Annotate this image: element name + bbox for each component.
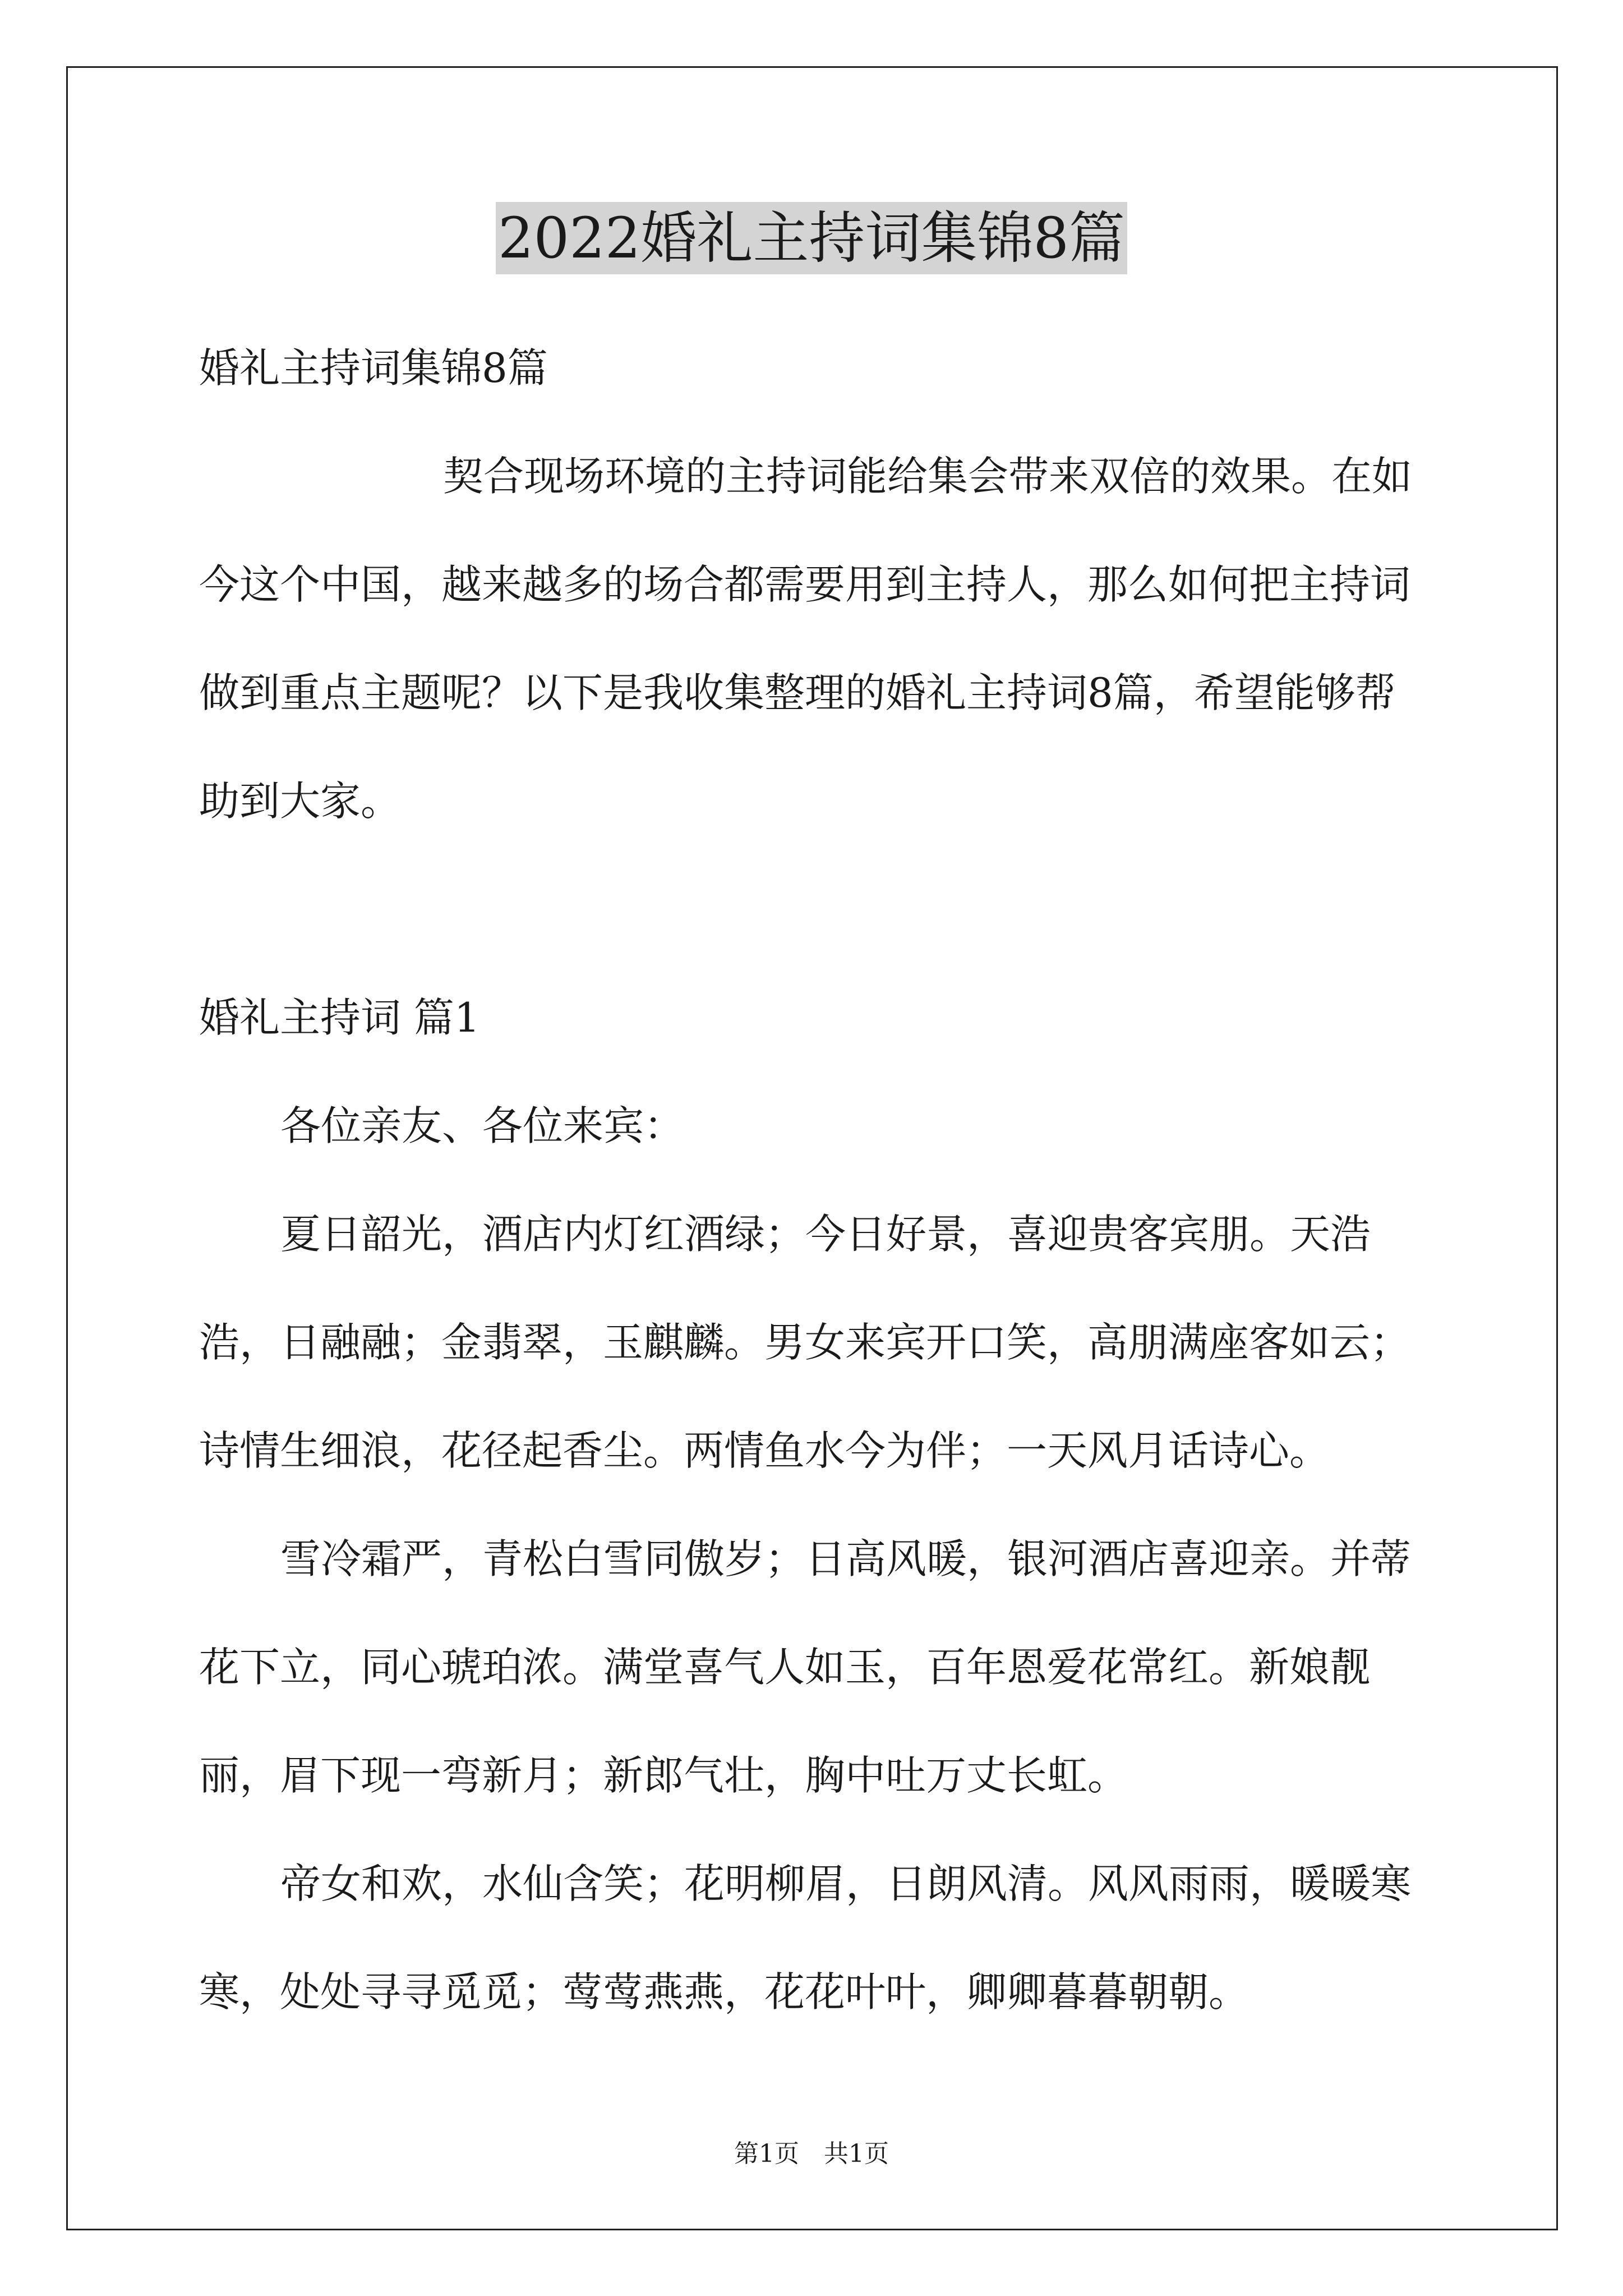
section-heading: 婚礼主持词 篇1 [199,994,480,1041]
body-paragraph: 雪冷霜严，青松白雪同傲岁；日高风暖，银河酒店喜迎亲。并蒂花下立，同心琥珀浓。满堂喜气人如玉，百年恩爱花常红。新娘靓丽，眉下现一弯新月；新郎气壮，胸中吐万丈长虹。 [199,1535,1412,1799]
body-paragraph: 夏日韶光，酒店内灯红酒绿；今日好景，喜迎贵客宾朋。天浩浩，日融融；金翡翠，玉麒麟。男女来宾开口笑，高朋满座客如云；诗情生细浪，花径起香尘。两情鱼水今为伴；一天风月话诗心。 [199,1211,1411,1474]
document-title-text: 2022婚礼主持词集锦8篇 [496,202,1127,274]
body-paragraph: 帝女和欢，水仙含笑；花明柳眉，日朗风清。风风雨雨，暖暖寒寒，处处寻寻觅觅；莺莺燕燕，花花叶叶，卿卿暮暮朝朝。 [199,1860,1412,2016]
document-title [0,199,1623,278]
paragraph-gap [199,855,1433,964]
body-paragraph: 各位亲友、各位来宾： [280,1102,685,1149]
intro-paragraph: 契合现场环境的主持词能给集会带来双倍的效果。在如今这个中国，越来越多的场合都需要用到主持人，那么如何把主持词做到重点主题呢？以下是我收集整理的婚礼主持词8篇，希望能够帮助到大家。 [199,453,1413,825]
document-body [199,314,1433,2046]
document-subtitle: 婚礼主持词集锦8篇 [199,344,548,392]
page-footer: 第1页 共1页 [734,2139,889,2168]
